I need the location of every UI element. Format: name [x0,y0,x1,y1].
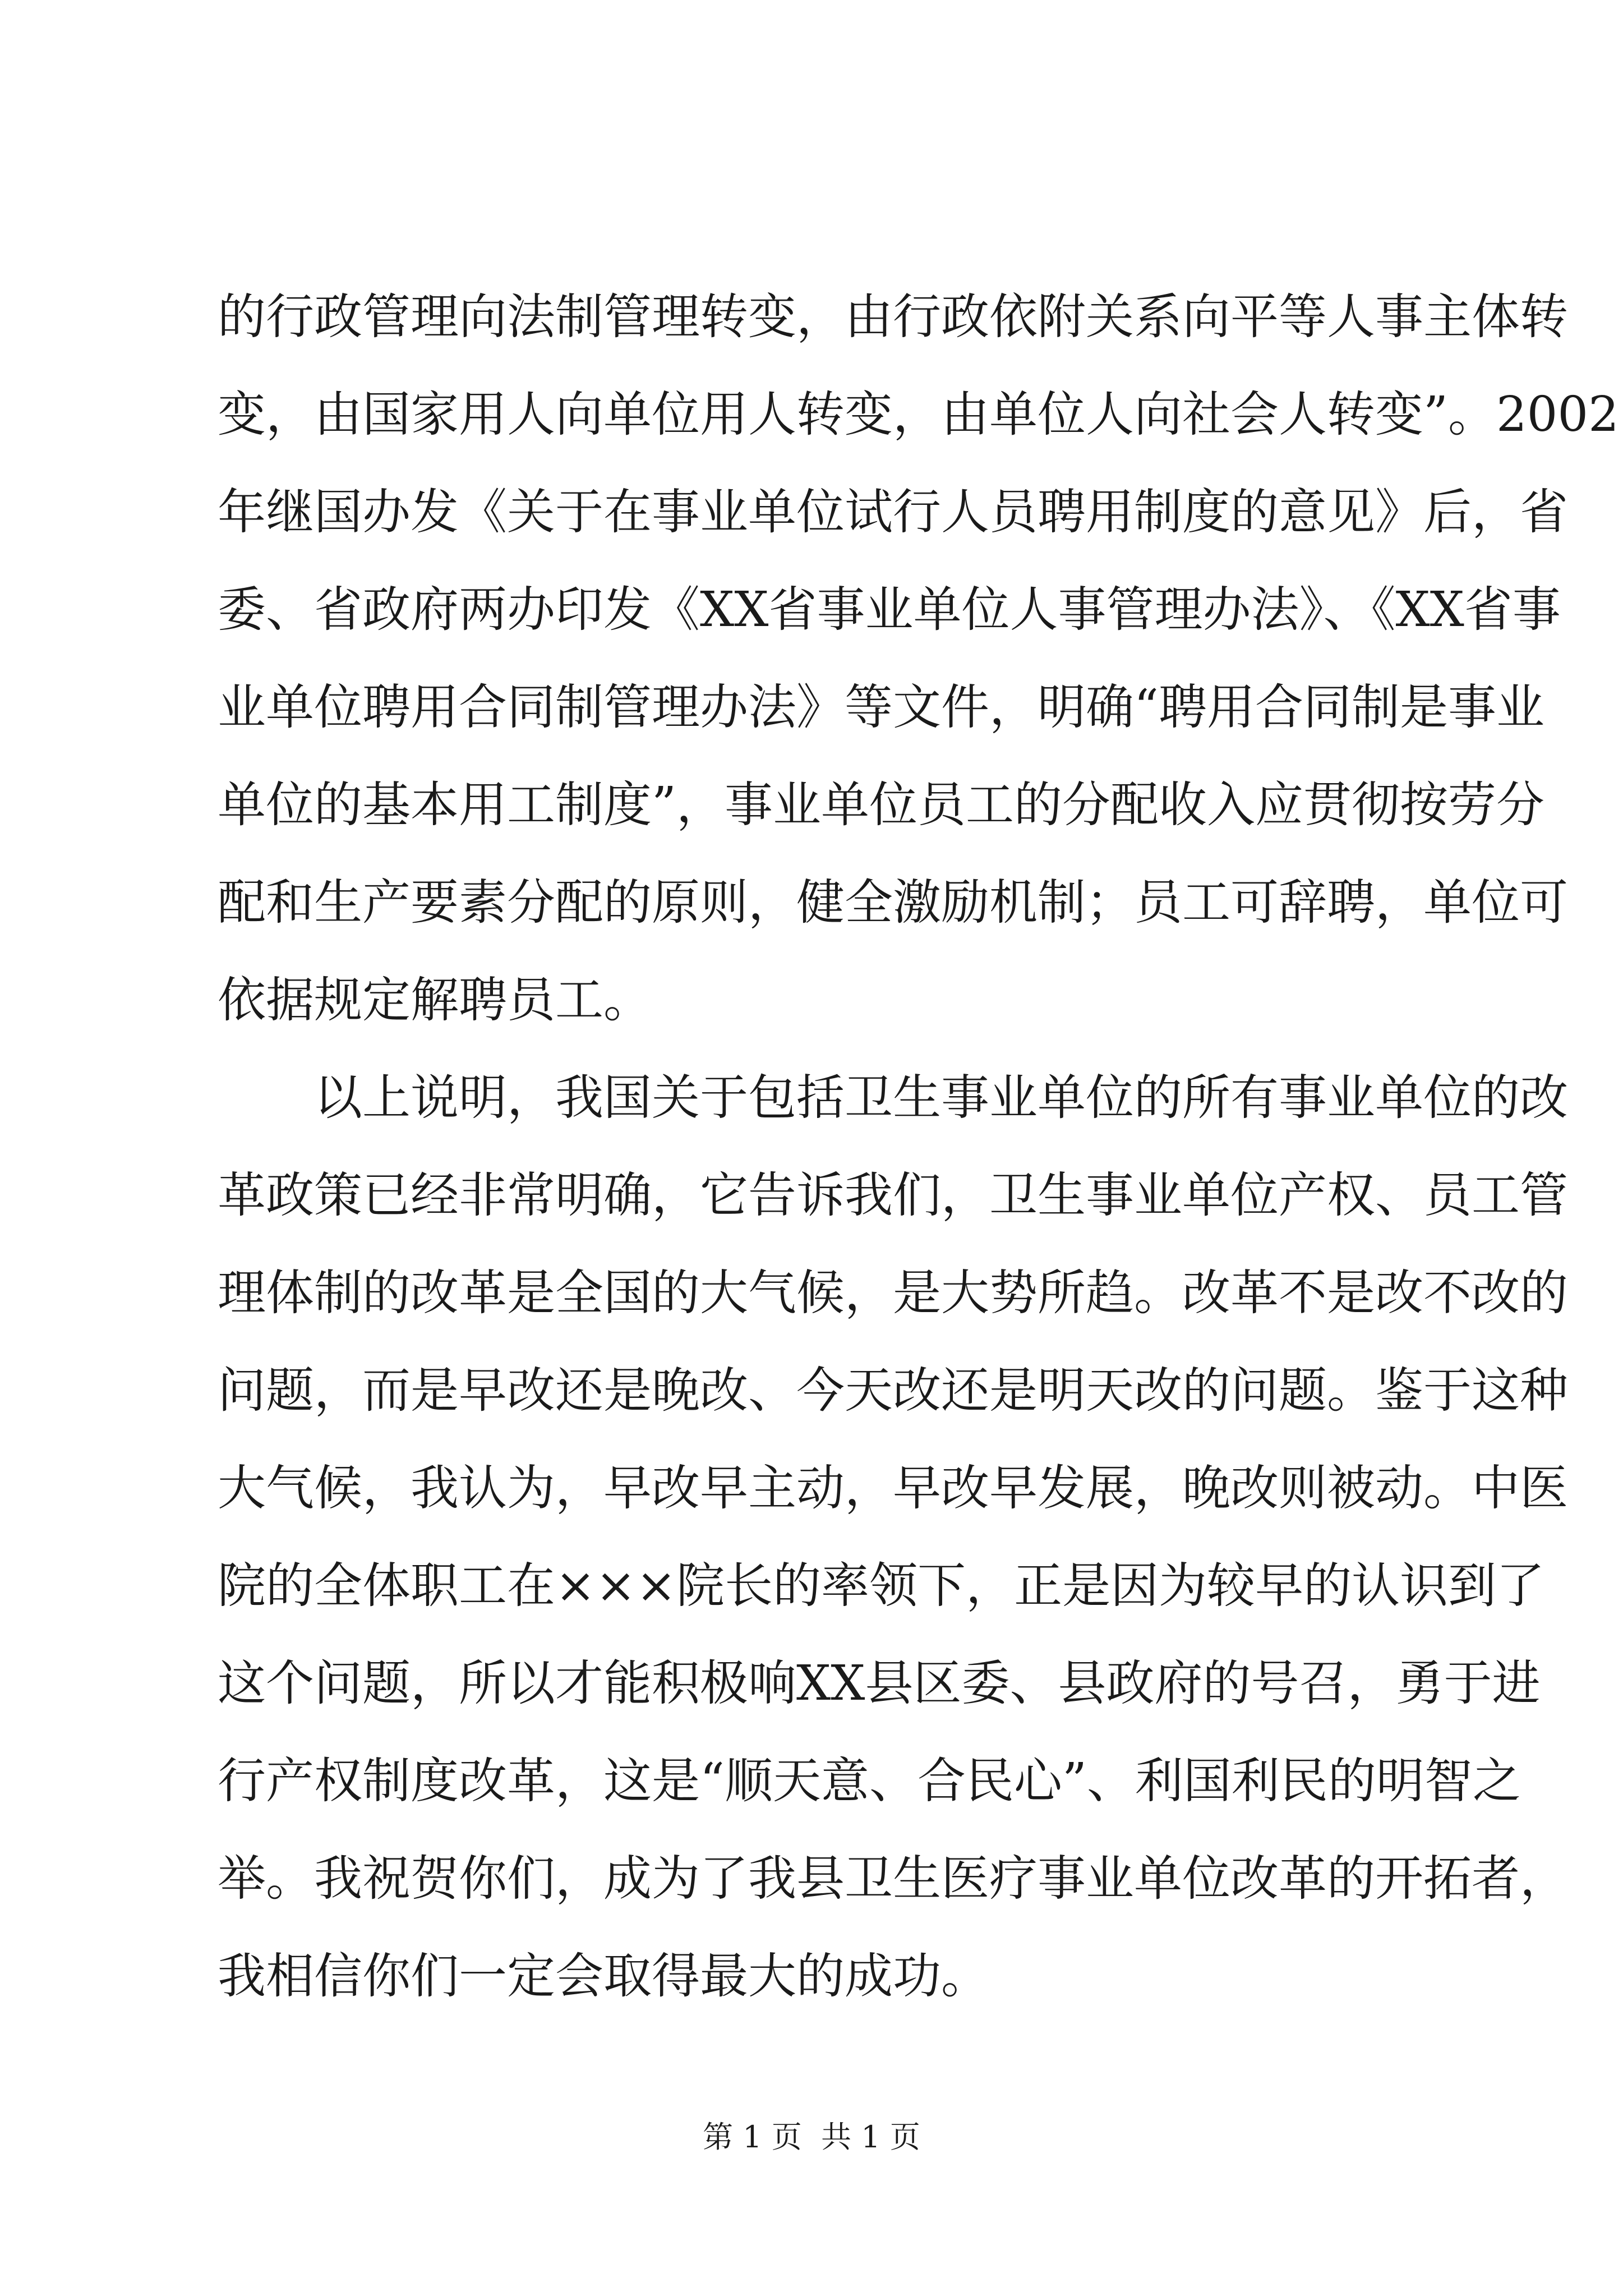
page-footer: 第 1 页 共 1 页 [703,2119,920,2155]
text-line: 革政策已经非常明确，它告诉我们，卫生事业单位产权、员工管 [218,1167,1568,1223]
text-line: 理体制的改革是全国的大气候，是大势所趋。改革不是改不改的 [218,1265,1568,1321]
paragraph-2 [218,1049,1568,2025]
text-line: 配和生产要素分配的原则，健全激励机制；员工可辞聘，单位可 [218,875,1568,931]
text-line: 年继国办发《关于在事业单位试行人员聘用制度的意见》后，省 [218,484,1568,540]
body-text [218,268,1619,2025]
text-line: 的行政管理向法制管理转变，由行政依附关系向平等人事主体转 [218,289,1568,345]
text-line: 行产权制度改革，这是“顺天意、合民心”、利国利民的明智之 [218,1753,1521,1809]
text-line: 单位的基本用工制度”，事业单位员工的分配收入应贯彻按劳分 [218,777,1544,833]
text-line: 以上说明，我国关于包括卫生事业单位的所有事业单位的改 [314,1070,1568,1126]
text-line: 问题，而是早改还是晚改、今天改还是明天改的问题。鉴于这种 [218,1363,1568,1419]
text-line: 这个问题，所以才能积极响XX县区委、县政府的号召，勇于进 [218,1655,1541,1711]
paragraph-1 [218,268,1619,1049]
text-line: 依据规定解聘员工。 [218,972,652,1028]
text-line: 院的全体职工在×××院长的率领下，正是因为较早的认识到了 [218,1558,1545,1614]
text-line: 我相信你们一定会取得最大的成功。 [218,1948,989,2004]
text-line: 业单位聘用合同制管理办法》等文件，明确“聘用合同制是事业 [218,679,1544,735]
text-line: 委、省政府两办印发《XX省事业单位人事管理办法》、《XX省事 [218,582,1561,638]
text-line: 变，由国家用人向单位用人转变，由单位人向社会人转变”。2002 [218,386,1619,443]
text-line: 举。我祝贺你们，成为了我县卫生医疗事业单位改革的开拓者， [218,1851,1568,1907]
text-line: 大气候，我认为，早改早主动，早改早发展，晚改则被动。中医 [218,1460,1568,1516]
